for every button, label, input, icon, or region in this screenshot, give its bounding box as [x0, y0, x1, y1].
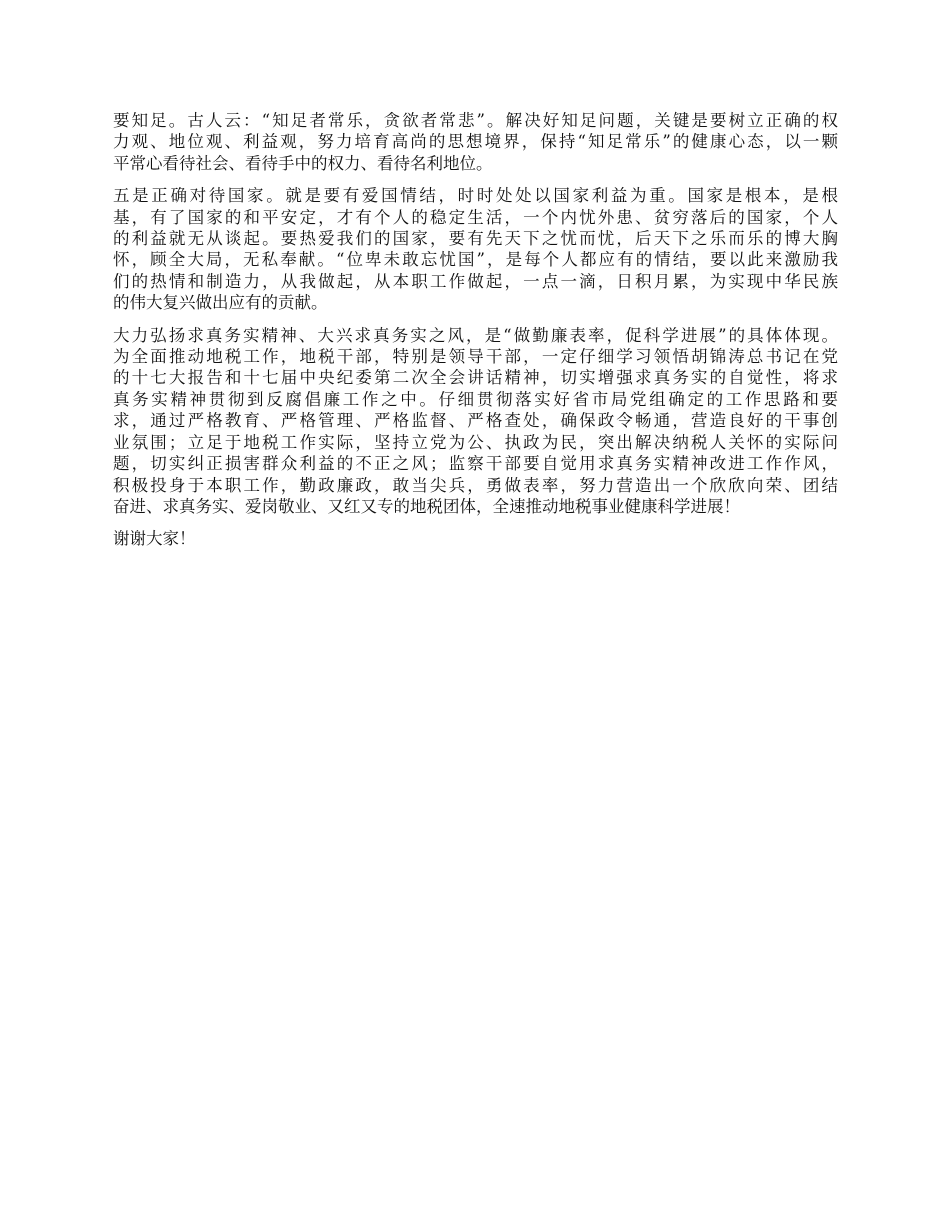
- text-line: 的十七大报告和十七届中央纪委第二次全会讲话精神，切实增强求真务实的自觉性，将求: [113, 368, 838, 388]
- text-line: 奋进、求真务实、爱岗敬业、又红又专的地税团体，全速推动地税事业健康科学进展！: [113, 496, 740, 516]
- text-line: 们的热情和制造力，从我做起，从本职工作做起，一点一滴，日积月累，为实现中华民族: [113, 271, 838, 291]
- text-line: 基，有了国家的和平安定，才有个人的稳定生活，一个内忧外患、贫穷落后的国家，个人: [113, 207, 838, 227]
- text-line: 要知足。古人云：“知足者常乐，贪欲者常悲”。解决好知足问题，关键是要树立正确的权: [113, 111, 838, 130]
- text-line: 为全面推动地税工作，地税干部，特别是领导干部，一定仔细学习领悟胡锦涛总书记在党: [113, 347, 838, 367]
- text-line: 求，通过严格教育、严格管理、严格监督、严格查处，确保政令畅通，营造良好的干事创: [113, 411, 838, 431]
- text-line: 五是正确对待国家。就是要有爱国情结，时时处处以国家利益为重。国家是根本，是根: [113, 186, 838, 206]
- text-line: 怀，顾全大局，无私奉献。“位卑未敢忘忧国”，是每个人都应有的情结，要以此来激励我: [113, 250, 838, 270]
- paragraph-country: [113, 185, 838, 313]
- text-line: 的利益就无从谈起。要热爱我们的国家，要有先天下之忧而忧，后天下之乐而乐的博大胸: [113, 229, 838, 249]
- document-body: [113, 110, 838, 561]
- text-line: 积极投身于本职工作，勤政廉政，敢当尖兵，勇做表率，努力营造出一个欣欣向荣、团结: [113, 475, 838, 495]
- text-line: 谢谢大家！: [113, 529, 196, 549]
- paragraph-thanks: [113, 528, 838, 549]
- text-line: 真务实精神贯彻到反腐倡廉工作之中。仔细贯彻落实好省市局党组确定的工作思路和要: [113, 389, 838, 409]
- paragraph-contentment: [113, 110, 838, 174]
- text-line: 平常心看待社会、看待手中的权力、看待名利地位。: [113, 153, 493, 173]
- text-line: 的伟大复兴做出应有的贡献。: [113, 293, 328, 313]
- text-line: 题，切实纠正损害群众利益的不正之风；监察干部要自觉用求真务实精神改进工作作风，: [113, 454, 838, 474]
- text-line: 大力弘扬求真务实精神、大兴求真务实之风，是“做勤廉表率，促科学进展”的具体体现。: [113, 325, 838, 345]
- text-line: 力观、地位观、利益观，努力培育高尚的思想境界，保持“知足常乐”的健康心态，以一颗: [113, 132, 838, 152]
- paragraph-pragmatism: [113, 325, 838, 518]
- text-line: 业氛围；立足于地税工作实际，坚持立党为公、执政为民，突出解决纳税人关怀的实际问: [113, 432, 838, 452]
